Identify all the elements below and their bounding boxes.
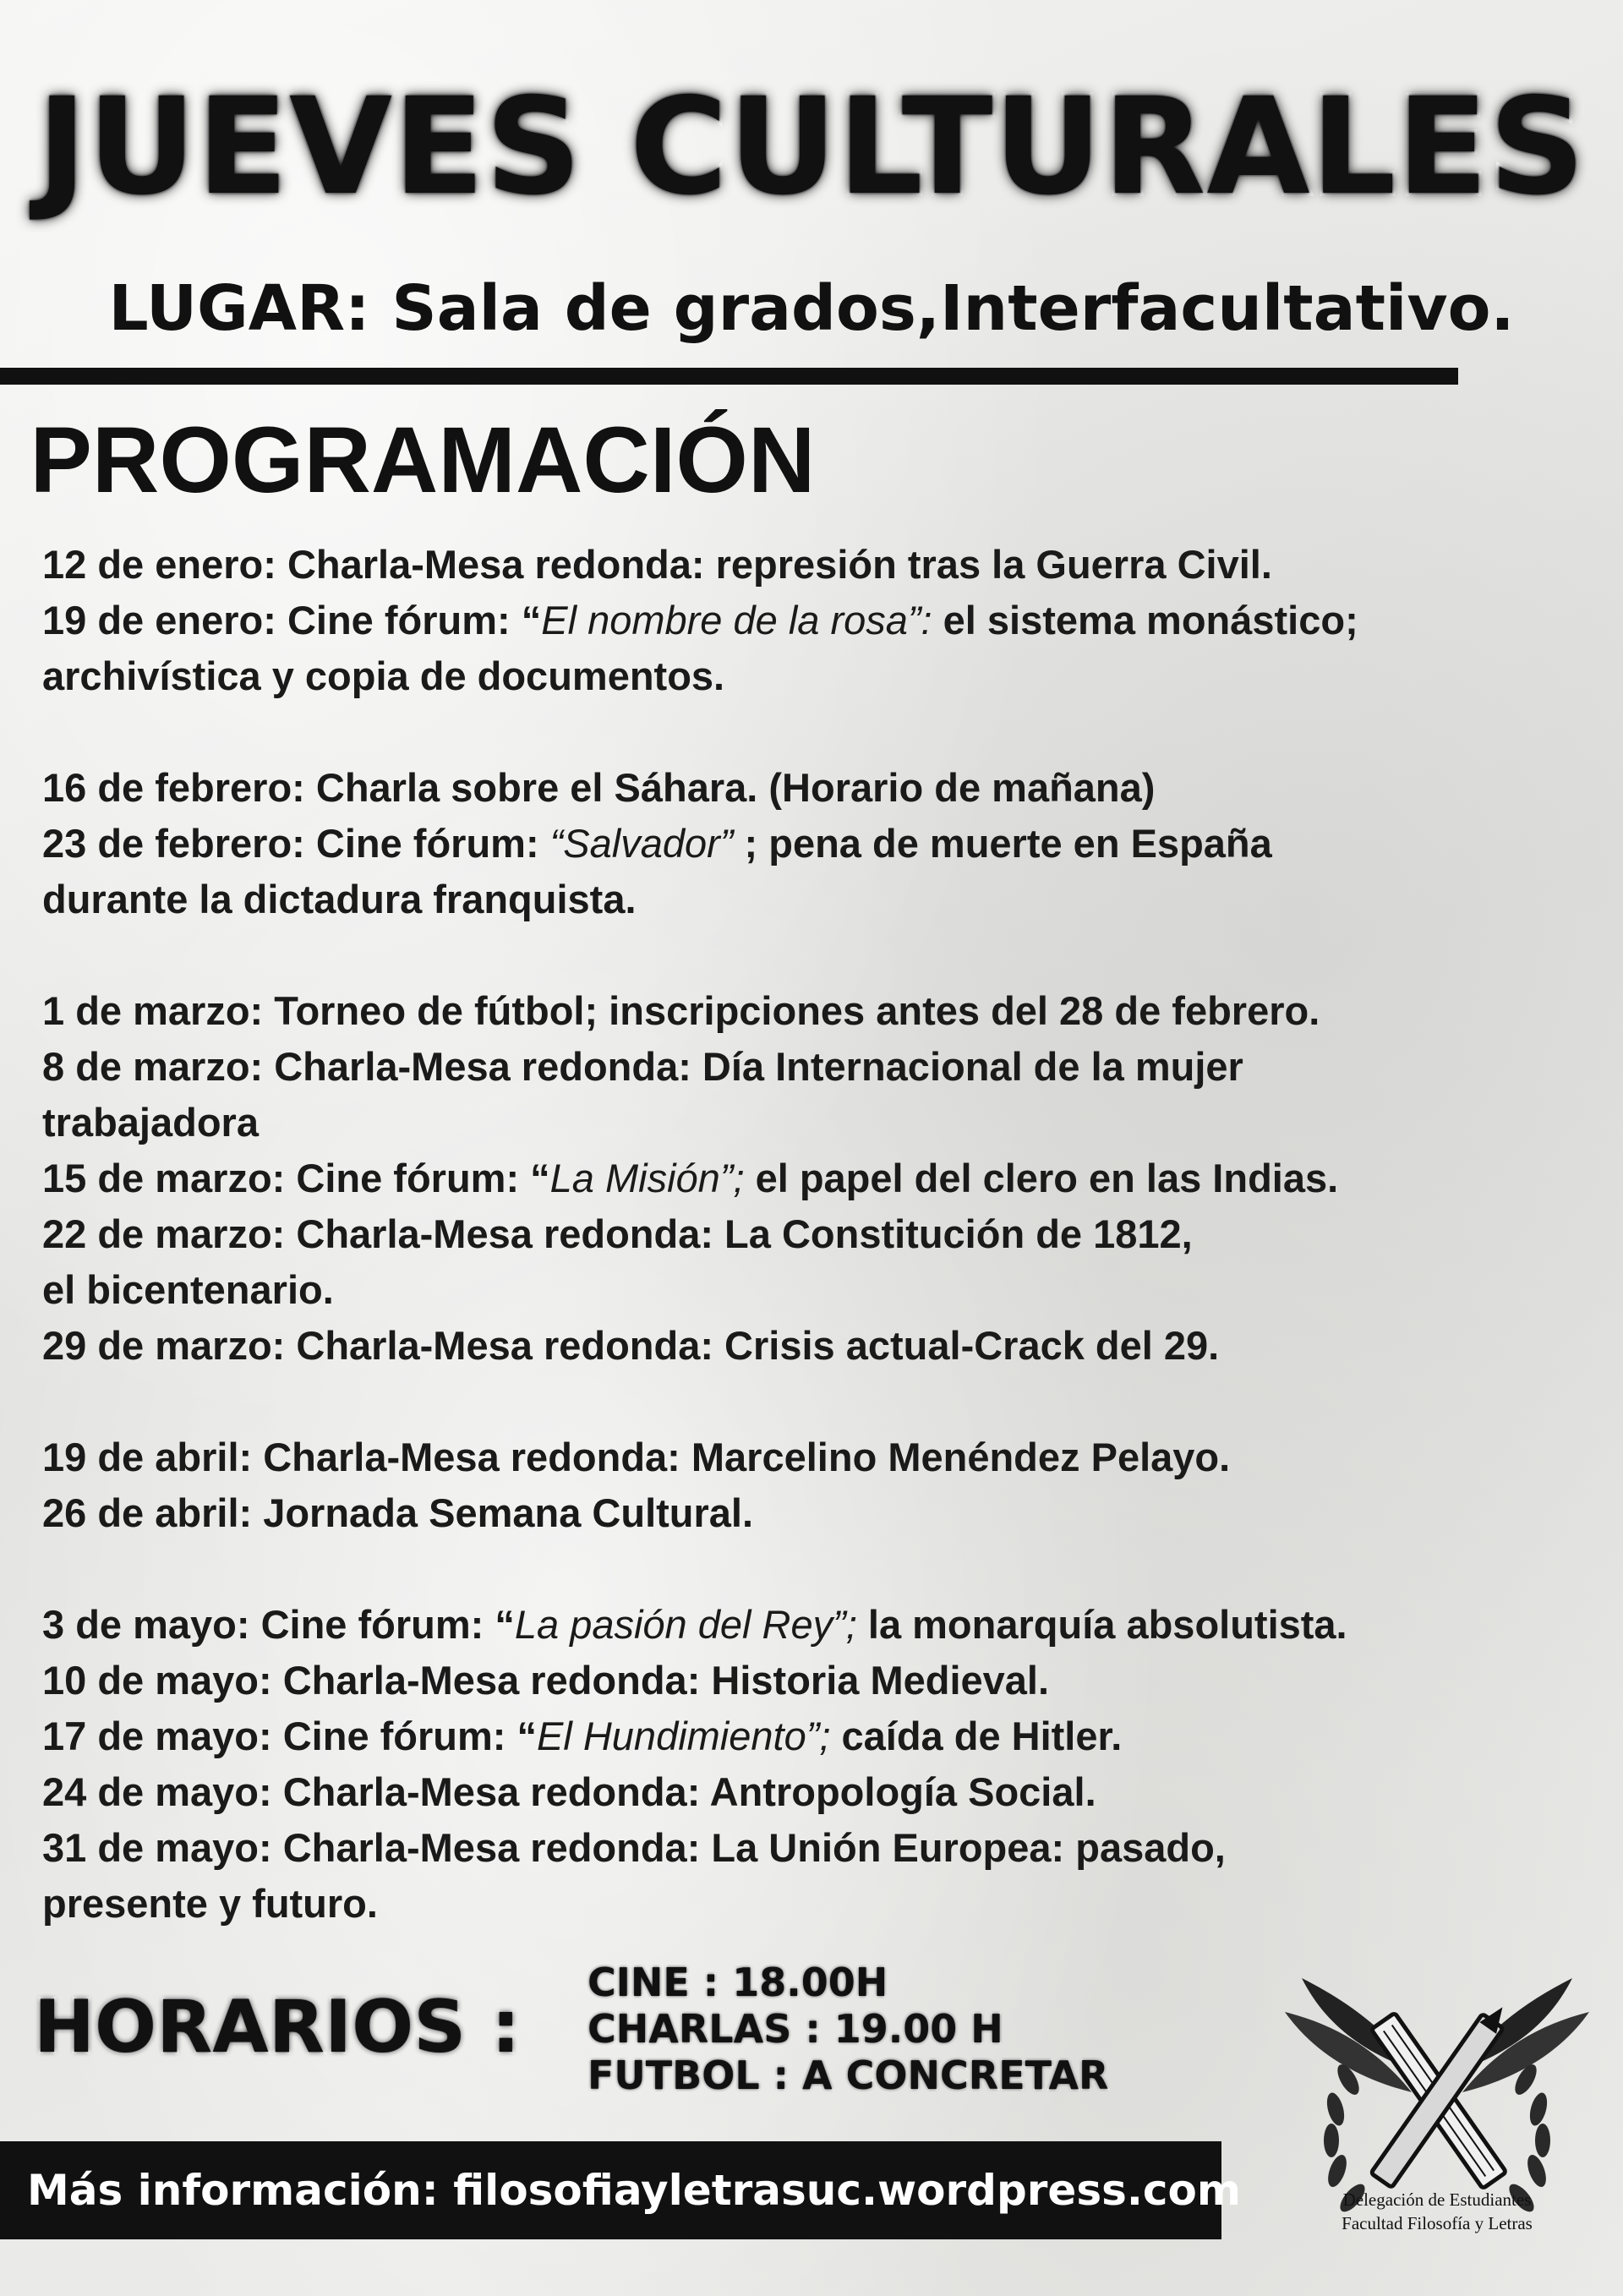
schedule-block	[587, 1960, 1108, 2099]
event-line: 12 de enero: Charla-Mesa redonda: represión tras la Guerra Civil.	[42, 542, 1272, 587]
event-line: 3 de mayo: Cine fórum: “La pasión del Rey”; la monarquía absolutista.	[42, 1602, 1347, 1647]
main-title: JUEVES CULTURALES	[36, 69, 1587, 225]
event-line: trabajadora	[42, 1100, 259, 1145]
event-line: 16 de febrero: Charla sobre el Sáhara. (Horario de mañana)	[42, 765, 1156, 810]
event-line: 31 de mayo: Charla-Mesa redonda: La Unión Europea: pasado,	[42, 1825, 1226, 1870]
event-line: 19 de enero: Cine fórum: “El nombre de la rosa”: el sistema monástico;	[42, 598, 1358, 642]
event-line: 15 de marzo: Cine fórum: “La Misión”; el papel del clero en las Indias.	[42, 1156, 1339, 1200]
divider-rule	[0, 368, 1458, 385]
emblem-caption-line1: Delegación de Estudiantes	[1342, 2189, 1532, 2210]
emblem-caption-line2: Facultad Filosofía y Letras	[1342, 2213, 1533, 2233]
event-line: 24 de mayo: Charla-Mesa redonda: Antropología Social.	[42, 1769, 1096, 1814]
event-line: el bicentenario.	[42, 1267, 334, 1312]
event-line: durante la dictadura franquista.	[42, 877, 637, 921]
event-line: 10 de mayo: Charla-Mesa redonda: Historia Medieval.	[42, 1658, 1050, 1703]
more-info-bar: Más información: filosofiayletrasuc.wordpress.com	[0, 2141, 1221, 2239]
event-line: archivística y copia de documentos.	[42, 653, 725, 698]
event-line: 22 de marzo: Charla-Mesa redonda: La Constitución de 1812,	[42, 1211, 1193, 1256]
horarios-label: HORARIOS :	[34, 1985, 521, 2069]
event-line: 1 de marzo: Torneo de fútbol; inscripciones antes del 28 de febrero.	[42, 988, 1320, 1033]
schedule-futbol: FUTBOL : A CONCRETAR	[587, 2053, 1109, 2098]
event-line: 29 de marzo: Charla-Mesa redonda: Crisis actual-Crack del 29.	[42, 1323, 1220, 1368]
event-line: 26 de abril: Jornada Semana Cultural.	[42, 1490, 754, 1535]
event-line: 19 de abril: Charla-Mesa redonda: Marcelino Menéndez Pelayo.	[42, 1435, 1231, 1479]
event-line: 17 de mayo: Cine fórum: “El Hundimiento”; caída de Hitler.	[42, 1714, 1123, 1758]
schedule-charlas: CHARLAS : 19.00 H	[587, 2006, 1003, 2052]
program-title: PROGRAMACIÓN	[30, 408, 816, 512]
event-line: presente y futuro.	[42, 1881, 378, 1926]
schedule-cine: CINE : 18.00H	[587, 1960, 888, 2005]
event-line: 8 de marzo: Charla-Mesa redonda: Día Internacional de la mujer	[42, 1044, 1243, 1089]
events-list	[42, 537, 1606, 1932]
venue-line: LUGAR: Sala de grados,Interfacultativo.	[108, 272, 1515, 345]
event-line: 23 de febrero: Cine fórum: “Salvador” ; pena de muerte en España	[42, 821, 1272, 866]
delegation-emblem-icon	[1268, 1953, 1606, 2291]
